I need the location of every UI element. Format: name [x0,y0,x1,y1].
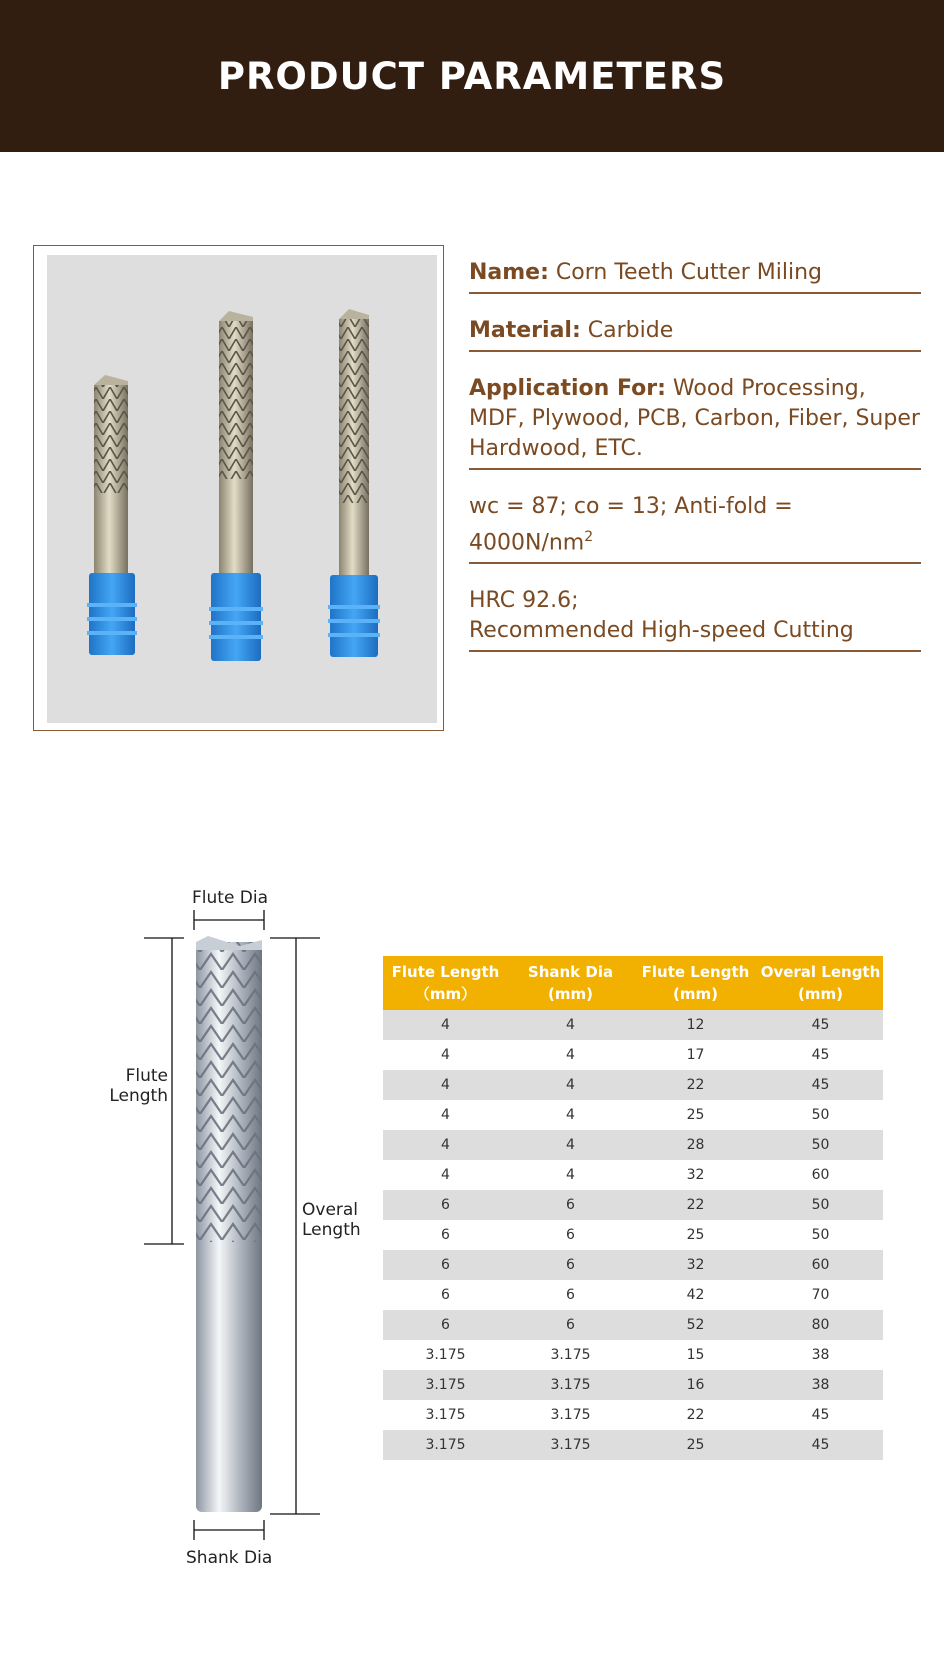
table-cell: 38 [758,1370,883,1400]
cutter-drawing [196,936,262,1512]
table-cell: 50 [758,1100,883,1130]
table-cell: 50 [758,1190,883,1220]
table-cell: 6 [383,1310,508,1340]
table-row [383,1070,883,1100]
table-cell: 45 [758,1430,883,1460]
table-row [383,1400,883,1430]
spec-name-row [469,258,921,294]
table-row [383,1340,883,1370]
spec-application-row [469,374,921,470]
table-cell: 52 [633,1310,758,1340]
table-cell: 4 [508,1100,633,1130]
spec-hrc-row [469,586,921,652]
spec-properties-text: wc = 87; co = 13; Anti-fold = 4000N/nm [469,494,793,556]
table-row [383,1160,883,1190]
spec-application-value: Wood Processing, MDF, Plywood, PCB, Carbon, Fiber, Super Hardwood, ETC. [469,376,920,461]
table-row [383,1130,883,1160]
table-cell: 16 [633,1370,758,1400]
table-cell: 28 [633,1130,758,1160]
table-cell: 4 [383,1100,508,1130]
spec-application-label: Application For: [469,376,666,401]
table-cell: 6 [508,1310,633,1340]
table-cell: 3.175 [508,1340,633,1370]
table-cell: 4 [508,1040,633,1070]
table-cell: 60 [758,1160,883,1190]
product-photo [47,255,437,723]
table-cell: 22 [633,1400,758,1430]
table-cell: 4 [508,1130,633,1160]
table-cell: 3.175 [508,1370,633,1400]
col-header: Shank Dia (mm) [508,956,633,1010]
table-row [383,1220,883,1250]
spec-material-row [469,316,921,352]
table-row [383,1370,883,1400]
table-cell: 50 [758,1220,883,1250]
table-cell: 32 [633,1250,758,1280]
cutter-3 [328,309,380,657]
table-cell: 22 [633,1070,758,1100]
table-row [383,1250,883,1280]
overal-length-label [302,1200,361,1240]
table-cell: 12 [633,1010,758,1040]
flute-length-label [100,1066,168,1106]
table-cell: 6 [508,1280,633,1310]
table-cell: 4 [508,1010,633,1040]
overal-length-line2: Length [302,1220,361,1240]
table-cell: 22 [633,1190,758,1220]
table-row [383,1280,883,1310]
col-header: Flute Length （mm） [383,956,508,1010]
cutter-2 [209,311,263,661]
table-cell: 45 [758,1400,883,1430]
col-header: Flute Length (mm) [633,956,758,1010]
table-cell: 6 [508,1190,633,1220]
table-cell: 3.175 [383,1370,508,1400]
product-photo-frame [33,245,444,731]
table-cell: 6 [383,1220,508,1250]
table-cell: 6 [508,1220,633,1250]
header-banner [0,0,944,152]
page-title: PRODUCT PARAMETERS [217,54,727,98]
table-cell: 3.175 [383,1340,508,1370]
table-header-row [383,956,883,1010]
spec-material-label: Material: [469,318,581,343]
table-row [383,1040,883,1070]
table-cell: 80 [758,1310,883,1340]
table-cell: 15 [633,1340,758,1370]
table-cell: 4 [383,1040,508,1070]
table-cell: 45 [758,1010,883,1040]
table-cell: 70 [758,1280,883,1310]
table-cell: 4 [508,1160,633,1190]
flute-length-line2: Length [109,1086,168,1106]
flute-length-line1: Flute [125,1066,168,1086]
table-cell: 3.175 [508,1430,633,1460]
table-cell: 38 [758,1340,883,1370]
spec-name-value: Corn Teeth Cutter Miling [555,260,823,285]
spec-name-label: Name: [469,260,549,285]
overal-length-line1: Overal [302,1200,359,1220]
table-row [383,1430,883,1460]
table-cell: 42 [633,1280,758,1310]
table-cell: 4 [383,1070,508,1100]
table-cell: 4 [508,1070,633,1100]
table-cell: 6 [383,1190,508,1220]
cutter-1 [87,375,137,655]
spec-properties-row [469,492,921,564]
spec-recommend-line: Recommended High-speed Cutting [469,618,854,644]
table-cell: 25 [633,1100,758,1130]
spec-list [469,258,921,674]
table-cell: 4 [383,1130,508,1160]
spec-properties-sup: 2 [584,529,594,545]
table-row [383,1190,883,1220]
table-cell: 25 [633,1430,758,1460]
table-cell: 6 [508,1250,633,1280]
dimension-diagram [90,880,380,1580]
table-cell: 6 [383,1250,508,1280]
cutters-illustration [47,255,437,723]
spec-material-value: Carbide [587,318,674,343]
table-cell: 32 [633,1160,758,1190]
shank-dia-label: Shank Dia [186,1548,273,1568]
size-table [383,956,883,1460]
flute-dia-label: Flute Dia [192,888,269,908]
table-cell: 3.175 [383,1400,508,1430]
table-row [383,1310,883,1340]
table-cell: 3.175 [508,1400,633,1430]
table-cell: 25 [633,1220,758,1250]
table-cell: 3.175 [383,1430,508,1460]
spec-hrc-line: HRC 92.6; [469,588,579,614]
table-cell: 6 [383,1280,508,1310]
table-cell: 17 [633,1040,758,1070]
table-cell: 4 [383,1010,508,1040]
table-cell: 45 [758,1070,883,1100]
col-header: Overal Length (mm) [758,956,883,1010]
table-cell: 45 [758,1040,883,1070]
table-row [383,1100,883,1130]
table-row [383,1010,883,1040]
table-cell: 60 [758,1250,883,1280]
table-cell: 50 [758,1130,883,1160]
table-cell: 4 [383,1160,508,1190]
